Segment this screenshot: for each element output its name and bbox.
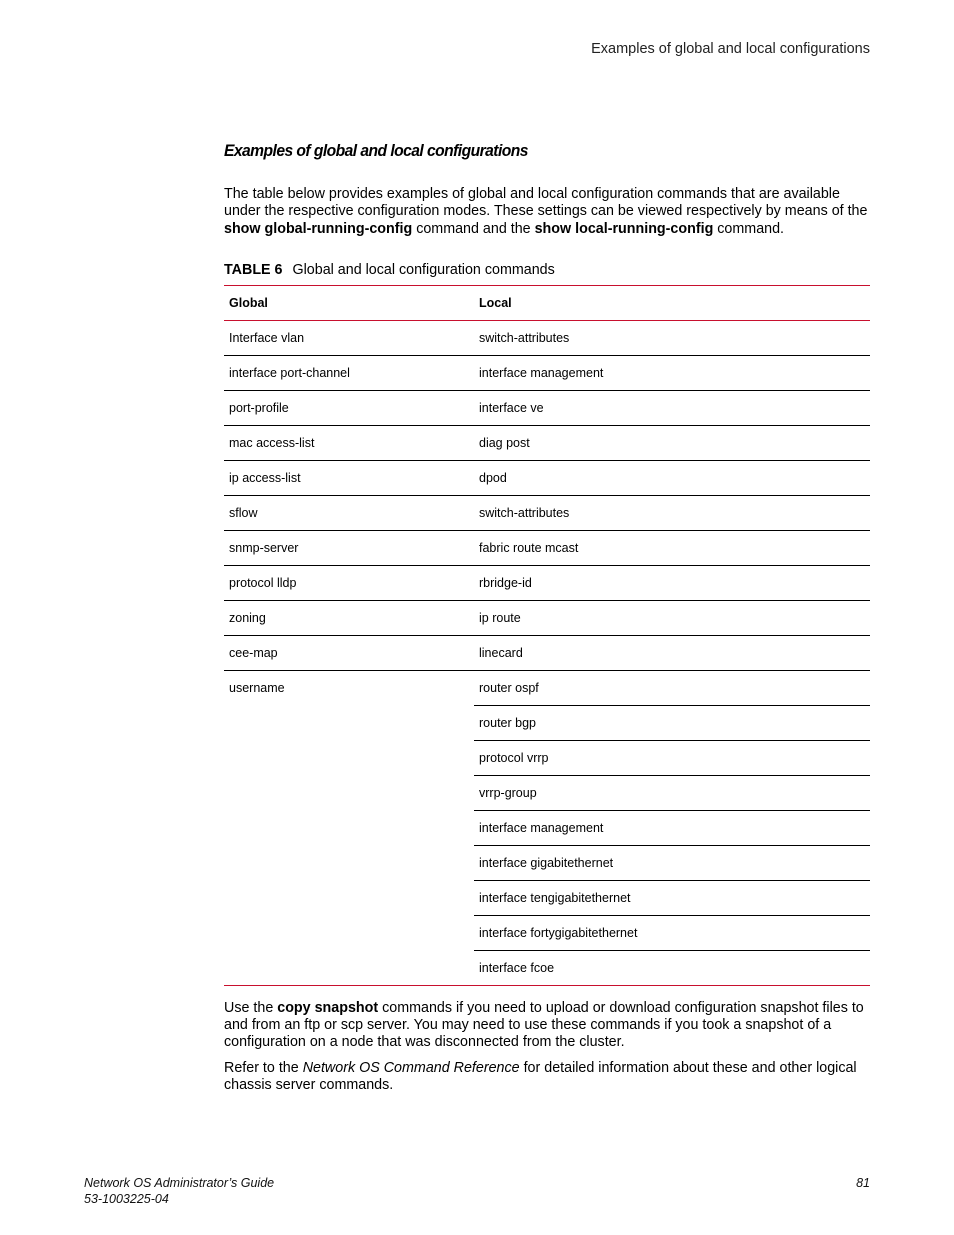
cell-global: ip access-list: [224, 460, 474, 495]
cell-global: interface port-channel: [224, 355, 474, 390]
cell-local: switch-attributes: [474, 495, 870, 530]
table-row: [224, 530, 870, 565]
table-row: [224, 670, 870, 705]
cell-local: rbridge-id: [474, 565, 870, 600]
cell-local: interface management: [474, 810, 870, 845]
table-header-row: [224, 285, 870, 320]
intro-command-2: show local-running-config: [534, 220, 714, 237]
table-caption-label: TABLE 6: [224, 261, 283, 278]
cell-local: switch-attributes: [479, 330, 570, 345]
cell-local: interface fortygigabitethernet: [474, 915, 870, 950]
intro-paragraph: [224, 186, 870, 238]
p2-reference-title: Network OS Command Reference: [302, 1059, 520, 1076]
running-header: Examples of global and local configurations: [591, 41, 870, 57]
cell-local: ip route: [474, 600, 870, 635]
cell-local: interface gigabitethernet: [474, 845, 870, 880]
after-table-text: [224, 1000, 870, 1094]
cell-global: Interface vlan: [229, 330, 305, 345]
cell-global: port-profile: [224, 390, 474, 425]
snapshot-paragraph: [224, 1000, 870, 1052]
p1-text-1: Use the: [224, 999, 278, 1016]
cell-global: cee-map: [224, 635, 474, 670]
table-row: [224, 355, 870, 390]
header-local: Local: [474, 285, 870, 320]
table-row: [224, 635, 870, 670]
cell-local: router bgp: [474, 705, 870, 740]
intro-command-1: show global-running-config: [224, 220, 413, 237]
config-commands-table: [224, 285, 870, 986]
cell-global: protocol lldp: [224, 565, 474, 600]
header-global: Global: [224, 285, 474, 320]
cell-local: vrrp-group: [474, 775, 870, 810]
table-caption: [224, 260, 870, 280]
intro-text-2: command and the: [412, 220, 535, 237]
p2-text-2: for detailed information about these and other logical chassis server commands.: [224, 1059, 857, 1094]
cell-global: snmp-server: [224, 530, 474, 565]
footer-doc-number: 53-1003225-04: [84, 1192, 169, 1206]
table-row: [224, 390, 870, 425]
cell-local: protocol vrrp: [474, 740, 870, 775]
cell-global: mac access-list: [224, 425, 474, 460]
cell-local: dpod: [474, 460, 870, 495]
cell-local: diag post: [474, 425, 870, 460]
table-row: [224, 495, 870, 530]
cell-local: interface management: [474, 355, 870, 390]
cell-local: interface fcoe: [474, 950, 870, 985]
table-caption-text: Global and local configuration commands: [292, 261, 555, 278]
cell-local: router ospf: [474, 670, 870, 705]
table-row: [224, 320, 870, 355]
cell-local: fabric route mcast: [474, 530, 870, 565]
p1-command: copy snapshot: [277, 999, 379, 1016]
p1-text-2: commands if you need to upload or download configuration snapshot files to and from an ftp or scp server. You may need to use these commands if you took a snapshot of a configuration on a node that was disconnected from the cluster.: [224, 999, 864, 1051]
cell-global: sflow: [224, 495, 474, 530]
table-row: [224, 600, 870, 635]
reference-paragraph: [224, 1060, 870, 1095]
footer-doc-title: Network OS Administrator’s Guide: [84, 1176, 275, 1190]
cell-local: linecard: [474, 635, 870, 670]
table-row: [224, 425, 870, 460]
cell-local: interface tengigabitethernet: [474, 880, 870, 915]
footer-left: [84, 1175, 274, 1207]
cell-global: username: [224, 670, 474, 985]
cell-local: interface ve: [474, 390, 870, 425]
intro-text-1: The table below provides examples of global and local configuration commands that are available under the respective configuration modes. These settings can be viewed respectively by means of the: [224, 186, 868, 220]
footer-page-number: 81: [856, 1176, 870, 1190]
cell-global: zoning: [224, 600, 474, 635]
table-body: [224, 320, 870, 985]
intro-text-3: command.: [713, 220, 785, 237]
p2-text-1: Refer to the: [224, 1059, 303, 1076]
table-row: [224, 460, 870, 495]
page-content: [224, 138, 870, 1102]
section-title: Examples of global and local configurations: [224, 141, 528, 160]
table-row: [224, 565, 870, 600]
